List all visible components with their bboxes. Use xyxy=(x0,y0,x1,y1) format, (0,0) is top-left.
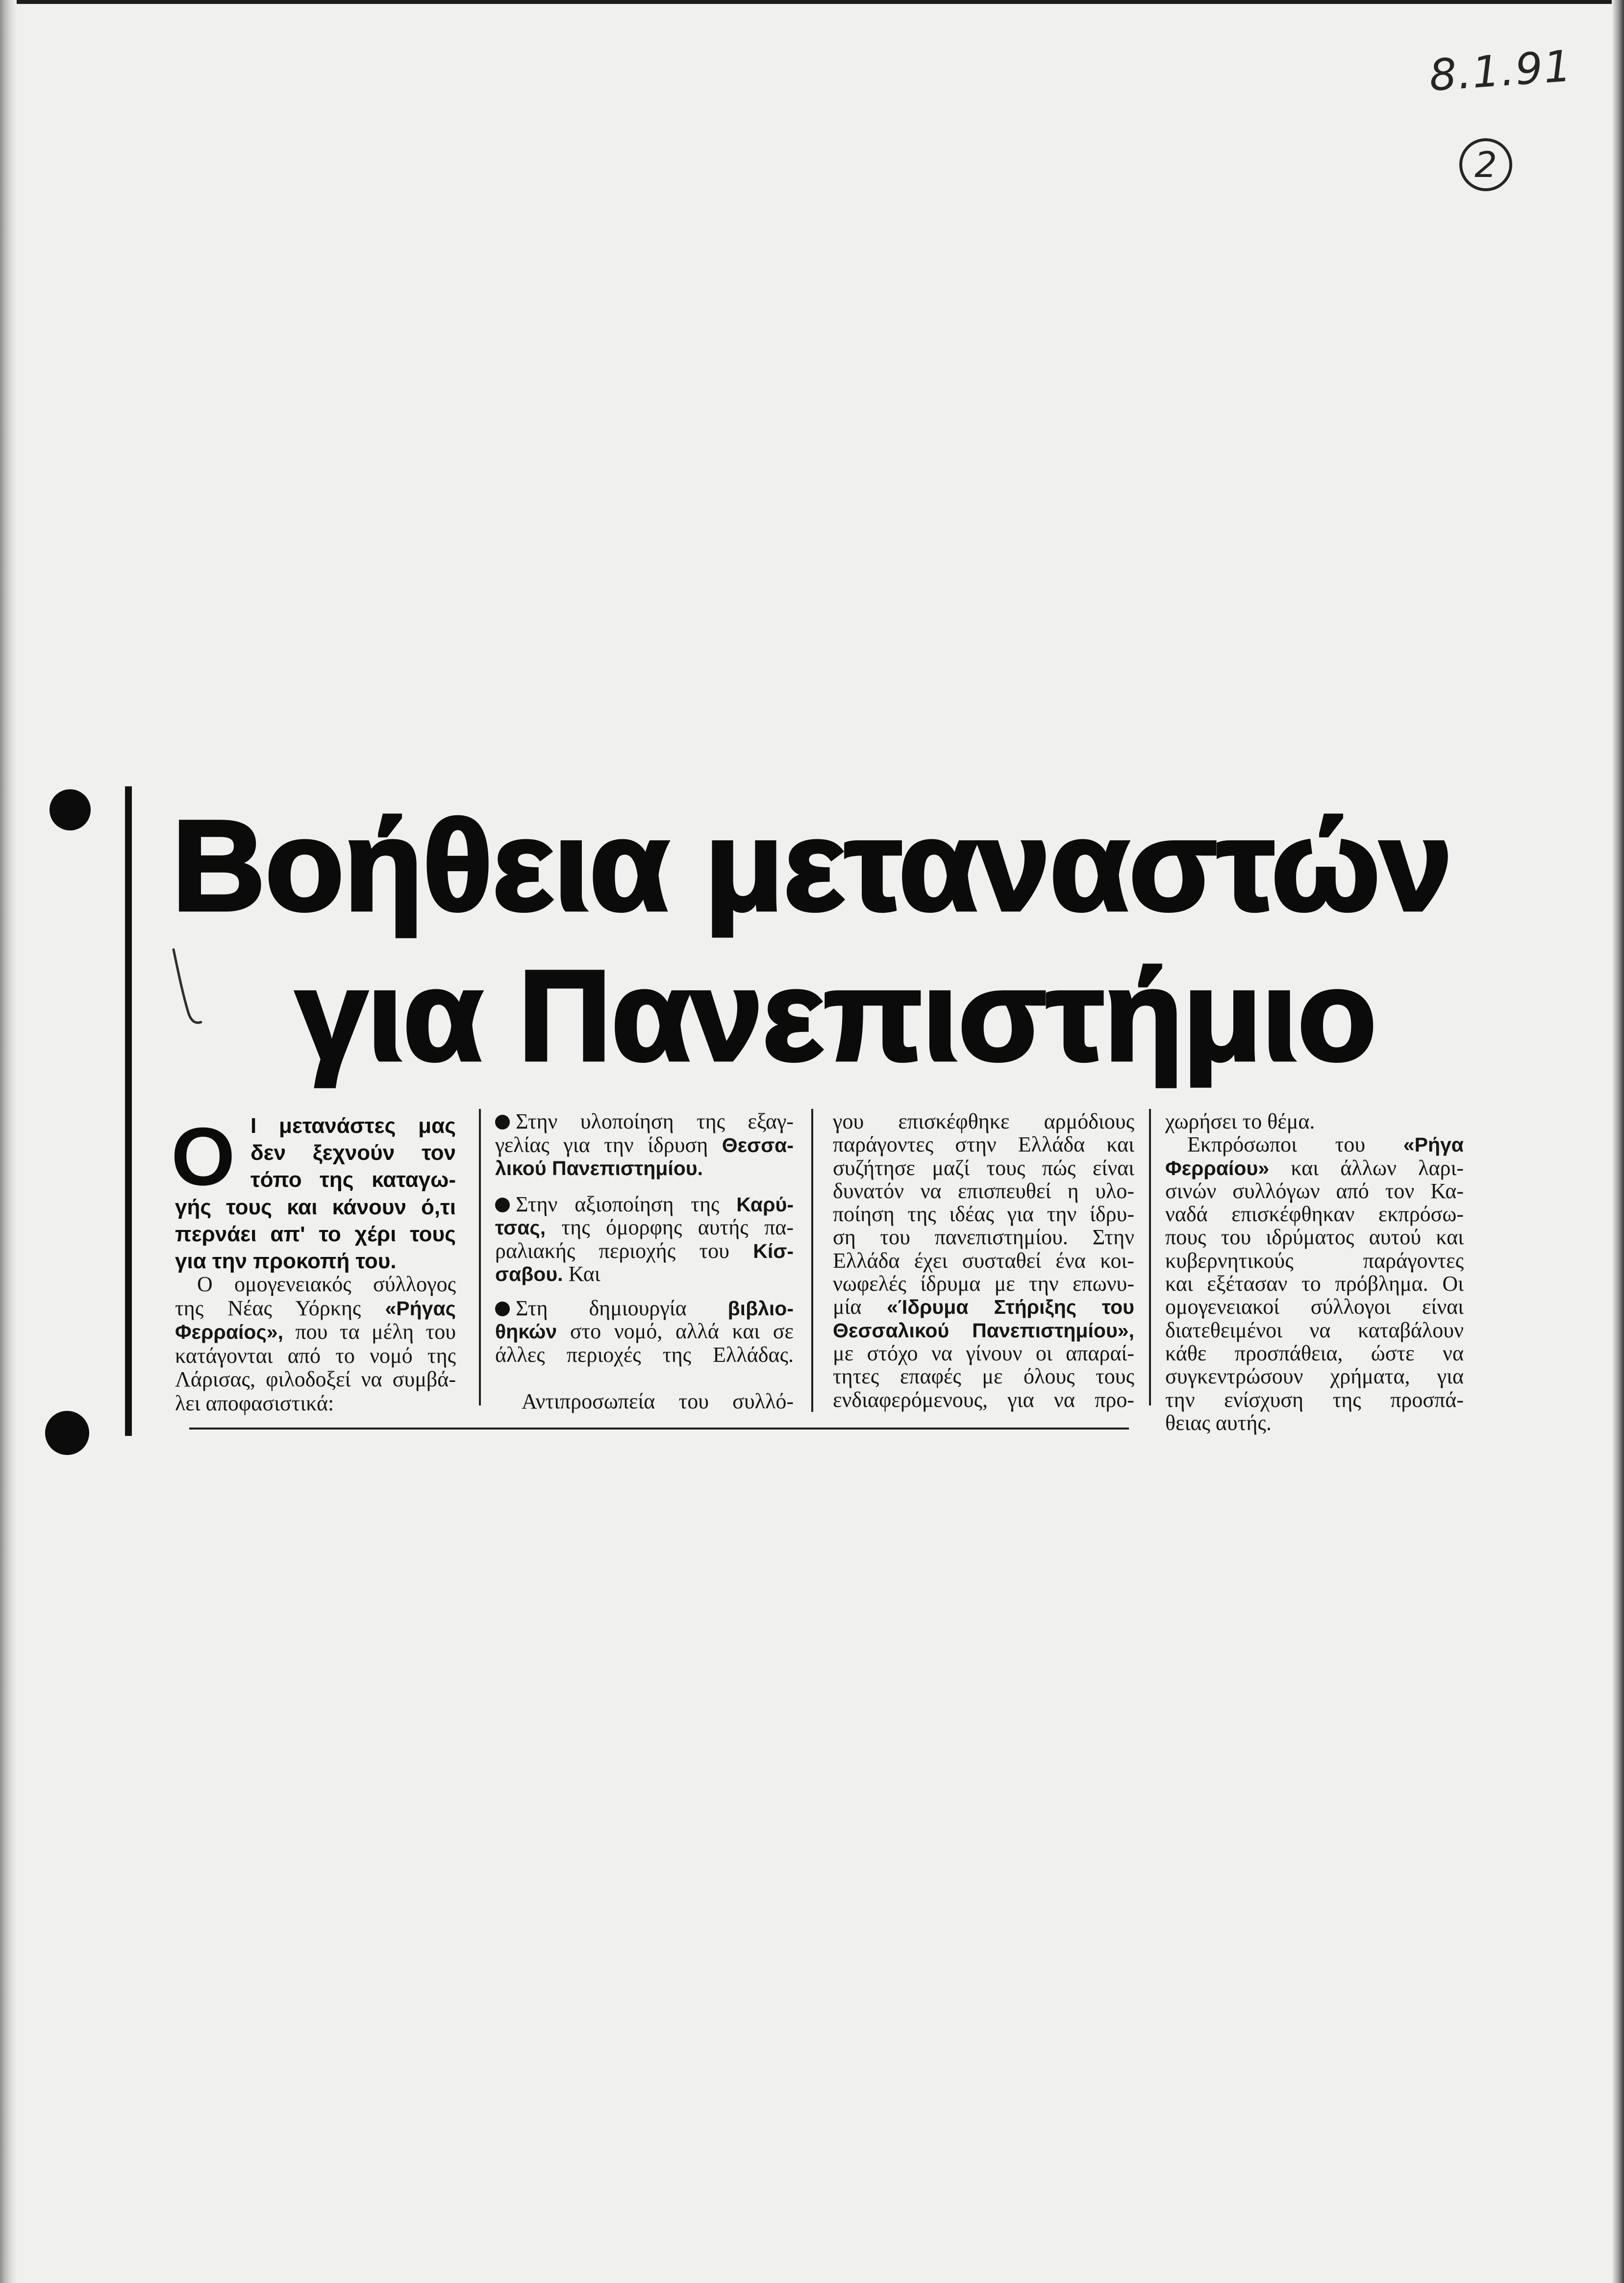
text-line: συζήτησε μαζί τους πώς είναι xyxy=(833,1155,1134,1180)
text-line: λει αποφασιστικά: xyxy=(175,1391,334,1415)
column-divider xyxy=(1149,1109,1151,1405)
text-line: πους του ιδρύματος αυτού και xyxy=(1165,1225,1464,1250)
text-line: ναδά επισκέφθηκαν εκπρόσω- xyxy=(1165,1202,1464,1227)
text-line: σινών συλλόγων από τον Κα- xyxy=(1165,1179,1464,1203)
text-run: Εκπρόσωποι του xyxy=(1187,1132,1403,1157)
column-1 xyxy=(175,1273,456,1416)
text-line xyxy=(1165,1133,1464,1156)
bold-run: Καρύ- xyxy=(736,1193,794,1216)
text-line: γου επισκέφθηκε αρμόδιους xyxy=(833,1109,1134,1133)
text-line xyxy=(495,1133,794,1157)
lead-line: Ι μετανάστες μας xyxy=(250,1114,456,1138)
text-line: δυνατόν να επισπευθεί η υλο- xyxy=(833,1179,1134,1203)
handwritten-date: 8.1.91 xyxy=(1427,40,1574,101)
text-line: την ενίσχυση της προσπά- xyxy=(1165,1387,1464,1412)
column-2 xyxy=(495,1110,794,1413)
text-run: της Νέας Υόρκης xyxy=(175,1296,385,1320)
bold-run: «Ρήγα xyxy=(1403,1133,1464,1156)
text-line xyxy=(495,1110,794,1133)
text-line: χωρήσει το θέμα. xyxy=(1165,1109,1315,1133)
bottom-rule xyxy=(189,1428,1129,1430)
text-line: και εξέτασαν το πρόβλημα. Οι xyxy=(1165,1272,1464,1296)
lead-line: γής τους και κάνουν ό,τι xyxy=(175,1195,456,1219)
text-line xyxy=(495,1216,794,1239)
text-run: στο νομό, αλλά και σε xyxy=(557,1319,794,1343)
text-run: και άλλων λαρι- xyxy=(1269,1155,1464,1180)
text-line: ποίηση της ιδέας για την ίδρυ- xyxy=(833,1202,1134,1227)
text-run: της όμορφης αυτής πα- xyxy=(546,1215,794,1239)
text-line xyxy=(495,1193,794,1216)
bold-run: σαβου. xyxy=(495,1263,563,1285)
text-line: Αντιπροσωπεία του συλλό- xyxy=(522,1389,794,1413)
text-line: Λάρισας, φιλοδοξεί να συμβά- xyxy=(175,1367,456,1392)
text-line: τητες επαφές με όλους τους xyxy=(833,1364,1134,1389)
text-run: Στην αξιοποίηση της xyxy=(516,1192,737,1216)
lead-line: τόπο της καταγω- xyxy=(250,1168,456,1192)
text-run: Και xyxy=(563,1262,600,1286)
column-divider xyxy=(811,1109,813,1412)
headline-line-2 xyxy=(296,944,1376,1087)
text-line: ενδιαφερόμενους, για να προ- xyxy=(833,1387,1134,1412)
text-line xyxy=(495,1262,794,1286)
text-line: ομογενειακοί σύλλογοι είναι xyxy=(1165,1295,1464,1319)
text-line: άλλες περιοχές της Ελλάδας. xyxy=(495,1342,794,1367)
text-line xyxy=(175,1297,456,1321)
text-line xyxy=(495,1239,794,1263)
text-line: Ελλάδα έχει συσταθεί ένα κοι- xyxy=(833,1248,1134,1273)
bullet-icon xyxy=(495,1198,510,1212)
drop-cap: Ο xyxy=(171,1110,235,1203)
text-line xyxy=(495,1320,794,1343)
text-line: κατάγονται από το νομό της xyxy=(175,1343,456,1368)
bold-run: Φερραίου» xyxy=(1165,1156,1270,1179)
column-3 xyxy=(833,1110,1134,1411)
lead-line: περνάει απ' το χέρι τους xyxy=(175,1222,456,1246)
headline-text: για Πανεπιστήμιο xyxy=(296,944,1376,1087)
pen-mark xyxy=(167,944,211,1032)
circled-page-number: 2 xyxy=(1459,138,1512,191)
bold-run: λικού Πανεπιστημίου. xyxy=(495,1157,703,1179)
text-line xyxy=(833,1319,1134,1342)
headline-line-1 xyxy=(172,794,1452,937)
text-run: μία xyxy=(833,1295,887,1319)
bold-run: «Ρήγας xyxy=(385,1297,456,1320)
punch-hole xyxy=(45,1411,89,1455)
bold-run: Θεσσα- xyxy=(722,1133,794,1156)
lead-line: δεν ξεχνούν τον xyxy=(250,1141,456,1165)
bold-run: Κίσ- xyxy=(753,1239,794,1262)
bold-run: Φερραίος», xyxy=(175,1321,283,1344)
bullet-icon xyxy=(495,1115,510,1129)
bold-run: βιβλιο- xyxy=(727,1297,794,1320)
scan-edge-right xyxy=(1612,0,1624,2283)
margin-bar xyxy=(125,786,132,1436)
text-line xyxy=(175,1320,456,1344)
column-4 xyxy=(1165,1110,1464,1434)
text-run: Στη δημιουργία xyxy=(516,1296,728,1320)
text-run: Στην υλοποίηση της εξαγ- xyxy=(516,1109,794,1133)
text-line: ση του πανεπιστημίου. Στην xyxy=(833,1225,1134,1250)
text-run: γελίας για την ίδρυση xyxy=(495,1132,722,1157)
text-line: Ο ομογενειακός σύλλογος xyxy=(197,1272,456,1296)
punch-hole xyxy=(50,789,91,830)
scan-edge-left xyxy=(0,0,17,2283)
text-line: νωφελές ίδρυμα με την επωνυ- xyxy=(833,1272,1134,1296)
headline-text: Βοήθεια μεταναστών xyxy=(172,794,1452,937)
bullet-icon xyxy=(495,1302,510,1316)
text-line: κάθε προσπάθεια, ώστε να xyxy=(1165,1341,1464,1365)
text-line: διατεθειμένοι να καταβάλουν xyxy=(1165,1318,1464,1342)
text-line xyxy=(495,1156,794,1180)
column-divider xyxy=(479,1109,481,1405)
bold-run: θηκών xyxy=(495,1320,557,1343)
text-line: θειας αυτής. xyxy=(1165,1410,1272,1435)
text-line: κυβερνητικούς παράγοντες xyxy=(1165,1248,1464,1273)
bold-run: Θεσσαλικού Πανεπιστημίου», xyxy=(833,1319,1134,1342)
lead-line: για την προκοπή του. xyxy=(175,1249,397,1273)
text-run: που τα μέλη του xyxy=(283,1320,456,1344)
text-line xyxy=(833,1295,1134,1318)
pen-stroke xyxy=(174,950,201,1023)
text-line xyxy=(1165,1156,1464,1179)
text-line: παράγοντες στην Ελλάδα και xyxy=(833,1132,1134,1157)
lead-paragraph xyxy=(175,1112,456,1275)
text-line: με στόχο να γίνουν οι απαραί- xyxy=(833,1341,1134,1365)
text-line xyxy=(495,1297,794,1320)
bold-run: «Ίδρυμα Στήριξης του xyxy=(886,1296,1135,1319)
text-line: συγκεντρώσουν χρήματα, για xyxy=(1165,1364,1464,1389)
bold-run: τσας, xyxy=(495,1216,546,1239)
scan-edge-top xyxy=(0,0,1624,4)
text-run: ραλιακής περιοχής του xyxy=(495,1238,753,1263)
